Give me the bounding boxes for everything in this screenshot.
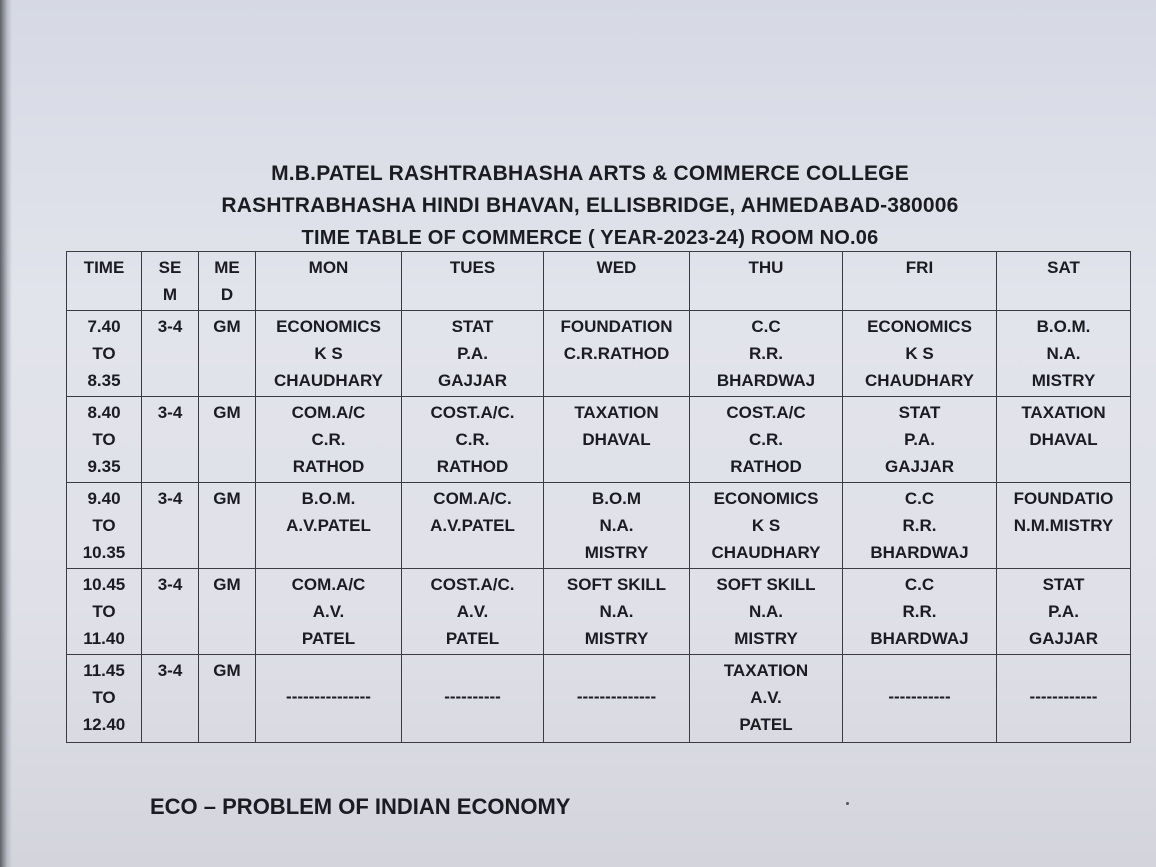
sem-cell: 3-4 [142,397,199,483]
header-fri: FRI [843,252,997,311]
cell-mon: COM.A/C C.R. RATHOD [256,397,402,483]
header-mon: MON [256,252,402,311]
table-row [67,569,1131,655]
footer-note: ECO – PROBLEM OF INDIAN ECONOMY [150,794,571,819]
header-row [67,252,1131,311]
header-tues: TUES [402,252,544,311]
cell-sat: STAT P.A. GAJJAR [997,569,1131,655]
table-row [67,397,1131,483]
cell-fri: STAT P.A. GAJJAR [843,397,997,483]
cell-wed: B.O.M N.A. MISTRY [544,483,690,569]
cell-fri: C.C R.R. BHARDWAJ [843,483,997,569]
sem-cell: 3-4 [142,311,199,397]
time-cell: 10.45 TO 11.40 [67,569,142,655]
time-cell: 8.40 TO 9.35 [67,397,142,483]
header-sat: SAT [997,252,1131,311]
cell-tues: STAT P.A. GAJJAR [402,311,544,397]
timetable-title: TIME TABLE OF COMMERCE ( YEAR-2023-24) ROOM NO.06 [301,227,879,249]
med-cell: GM [199,311,256,397]
college-address: RASHTRABHASHA HINDI BHAVAN, ELLISBRIDGE, AHMEDABAD-380006 [221,194,959,217]
cell-thu: ECONOMICS K S CHAUDHARY [690,483,843,569]
med-cell: GM [199,483,256,569]
header-thu: THU [690,252,843,311]
sem-cell: 3-4 [142,569,199,655]
med-cell: GM [199,397,256,483]
cell-wed: -------------- [544,655,690,743]
cell-thu: TAXATION A.V. PATEL [690,655,843,743]
table-row [67,311,1131,397]
header-med: ME D [199,252,256,311]
sem-cell: 3-4 [142,655,199,743]
header-time: TIME [67,252,142,311]
cell-mon: B.O.M. A.V.PATEL [256,483,402,569]
sem-cell: 3-4 [142,483,199,569]
time-cell: 11.45 TO 12.40 [67,655,142,743]
cell-fri: C.C R.R. BHARDWAJ [843,569,997,655]
cell-fri: ----------- [843,655,997,743]
cell-tues: COST.A/C. C.R. RATHOD [402,397,544,483]
cell-tues: COST.A/C. A.V. PATEL [402,569,544,655]
time-cell: 7.40 TO 8.35 [67,311,142,397]
cell-sat: B.O.M. N.A. MISTRY [997,311,1131,397]
cell-wed: TAXATION DHAVAL [544,397,690,483]
med-cell: GM [199,569,256,655]
timetable [66,251,1131,743]
time-cell: 9.40 TO 10.35 [67,483,142,569]
cell-fri: ECONOMICS K S CHAUDHARY [843,311,997,397]
cell-mon: COM.A/C A.V. PATEL [256,569,402,655]
med-cell: GM [199,655,256,743]
header-wed: WED [544,252,690,311]
cell-tues: COM.A/C. A.V.PATEL [402,483,544,569]
paper-speck [846,802,849,805]
cell-sat: FOUNDATIO N.M.MISTRY [997,483,1131,569]
header-sem: SE M [142,252,199,311]
cell-sat: TAXATION DHAVAL [997,397,1131,483]
cell-mon: ECONOMICS K S CHAUDHARY [256,311,402,397]
cell-wed: SOFT SKILL N.A. MISTRY [544,569,690,655]
cell-thu: C.C R.R. BHARDWAJ [690,311,843,397]
cell-thu: COST.A/C C.R. RATHOD [690,397,843,483]
cell-mon: --------------- [256,655,402,743]
cell-sat: ------------ [997,655,1131,743]
table-row [67,483,1131,569]
cell-tues: ---------- [402,655,544,743]
table-row [67,655,1131,743]
college-name: M.B.PATEL RASHTRABHASHA ARTS & COMMERCE COLLEGE [271,162,909,185]
page-edge-shadow [0,0,12,867]
cell-wed: FOUNDATION C.R.RATHOD [544,311,690,397]
cell-thu: SOFT SKILL N.A. MISTRY [690,569,843,655]
